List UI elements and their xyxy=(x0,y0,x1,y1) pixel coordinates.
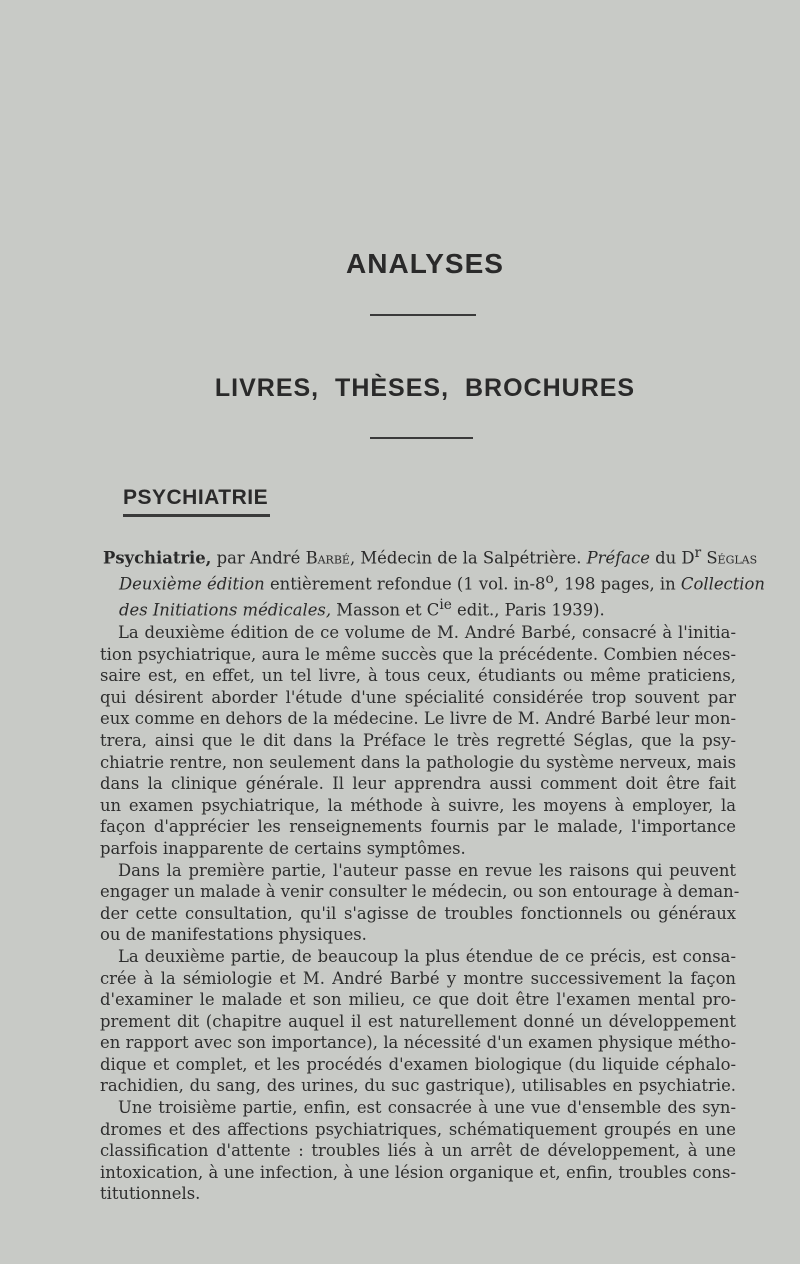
text-line: trera, ainsi que le dit dans la Préface le très regretté Séglas, que la psy- xyxy=(100,730,736,750)
preface-author: Séglas xyxy=(706,548,758,568)
text-line: dans la clinique générale. Il leur apprendra aussi comment doit être fait xyxy=(100,774,736,794)
citation-line-3: des Initiations médicales, Masson et $C^{ie}$ edit., Paris 1939). xyxy=(119,596,605,620)
text-line: Dans la première partie, l'auteur passe en revue les raisons qui peuvent xyxy=(118,860,736,880)
text-line: prement dit (chapitre auquel il est naturellement donné un développement xyxy=(100,1011,736,1031)
text-line: titutionnels. xyxy=(100,1184,201,1204)
text-line: saire est, en effet, un tel livre, à tous ceux, étudiants ou même praticiens, xyxy=(100,666,736,686)
text-line: La deuxième partie, de beaucoup la plus étendue de ce précis, est consa- xyxy=(118,946,736,966)
text-line: dique et complet, et les procédés d'examen biologique (du liquide céphalo- xyxy=(100,1054,736,1074)
text-line: rachidien, du sang, des urines, du suc gastrique), utilisables en psychiatrie. xyxy=(100,1076,736,1096)
citation-line-1: Psychiatrie, par André Barbé, Médecin de la Salpétrière. Préface du $D^r$ Séglas xyxy=(103,545,758,568)
title-divider xyxy=(370,314,476,316)
text-line: un examen psychiatrique, la méthode à suivre, les moyens à employer, la xyxy=(100,795,736,815)
book-citation xyxy=(103,543,765,621)
text-line: qui désirent aborder l'étude d'une spécialité considérée trop souvent par xyxy=(100,687,736,707)
text-line: tion psychiatrique, aura le même succès que la précédente. Combien néces- xyxy=(100,644,736,664)
page-subtitle: LIVRES, THÈSES, BROCHURES xyxy=(214,374,636,402)
subtitle-divider xyxy=(370,437,473,439)
page-title: ANALYSES xyxy=(346,248,504,279)
text-line: intoxication, à une infection, à une lésion organique et, enfin, troubles cons- xyxy=(100,1162,736,1182)
author-name: Barbé xyxy=(305,548,350,568)
section-heading: PSYCHIATRIE xyxy=(123,486,269,509)
text-line: façon d'apprécier les renseignements fournis par le malade, l'importance xyxy=(100,817,736,837)
text-line: La deuxième édition de ce volume de M. André Barbé, consacré à l'initia- xyxy=(118,623,736,642)
text-line: dromes et des affections psychiatriques, schématiquement groupés en une xyxy=(100,1119,736,1139)
text-line: der cette consultation, qu'il s'agisse de troubles fonctionnels ou généraux xyxy=(100,903,736,923)
text-line: parfois inapparente de certains symptômes. xyxy=(100,838,466,858)
text-line: crée à la sémiologie et M. André Barbé y montre successivement la façon xyxy=(100,968,736,988)
text-line: engager un malade à venir consulter le médecin, ou son entourage à deman- xyxy=(100,882,740,902)
paragraph-4 xyxy=(100,1097,736,1205)
text-line: d'examiner le malade et son milieu, ce que doit être l'examen mental pro- xyxy=(100,990,736,1010)
text-line: ou de manifestations physiques. xyxy=(100,925,367,945)
text-line: classification d'attente : troubles liés à un arrêt de développement, à une xyxy=(100,1141,736,1161)
text-line: chiatrie rentre, non seulement dans la pathologie du système nerveux, mais xyxy=(100,752,736,772)
section-underline xyxy=(123,514,270,517)
paragraph-2 xyxy=(100,860,740,946)
text-line: en rapport avec son importance), la nécessité d'un examen physique métho- xyxy=(100,1033,736,1053)
review-body xyxy=(100,622,740,1205)
citation-line-2: Deuxième édition entièrement refondue (1 vol. in-8$^o$, 198 pages, in Collection xyxy=(119,570,765,594)
paragraph-3 xyxy=(100,946,736,1097)
book-title: Psychiatrie, xyxy=(103,548,212,568)
text-line: eux comme en dehors de la médecine. Le livre de M. André Barbé leur mon- xyxy=(100,709,736,729)
paragraph-1 xyxy=(100,622,736,860)
text-line: Une troisième partie, enfin, est consacrée à une vue d'ensemble des syn- xyxy=(118,1098,736,1118)
